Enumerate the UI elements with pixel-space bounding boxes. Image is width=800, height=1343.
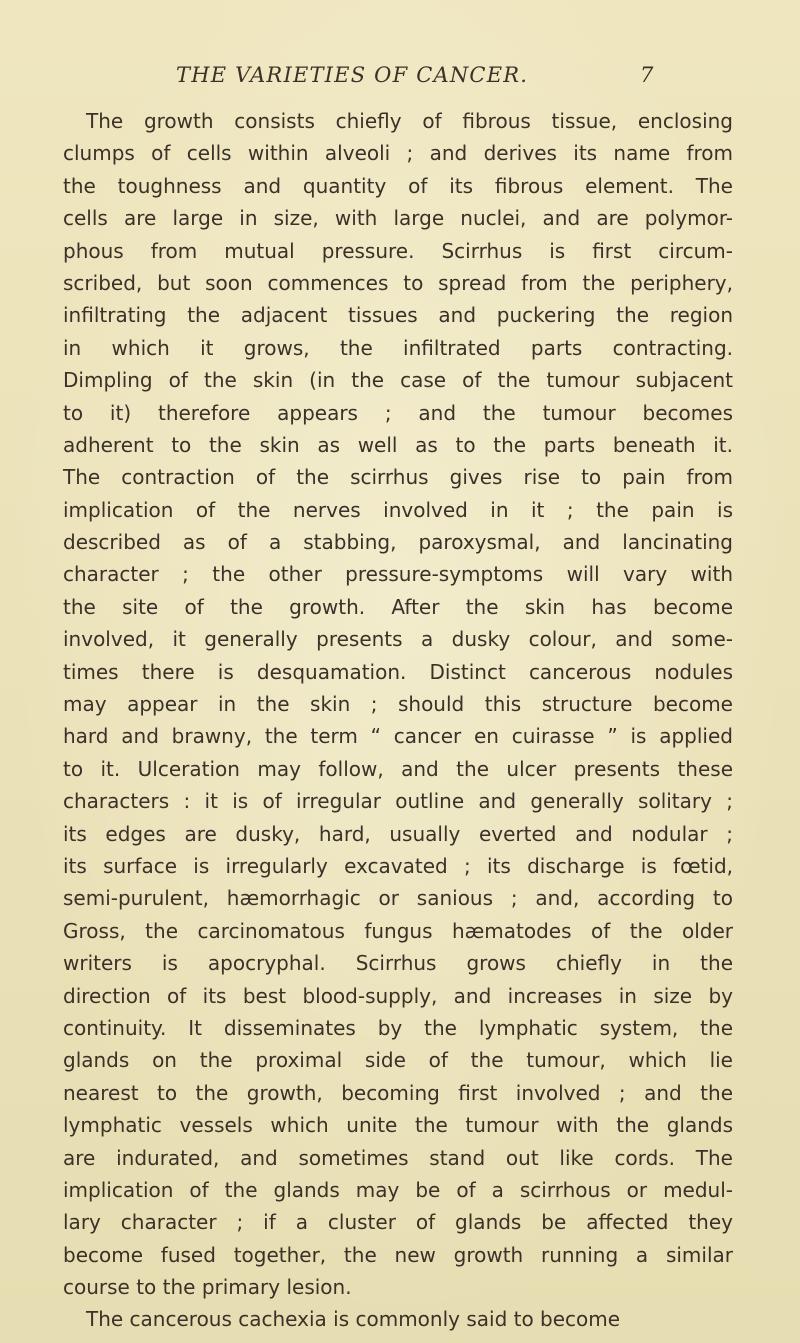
text-line: direction of its best blood-supply, and increases in size by	[63, 983, 733, 1008]
text-line: phous from mutual pressure. Scirrhus is first circum-	[63, 238, 733, 263]
text-line: implication of the glands may be of a scirrhous or medul-	[63, 1177, 733, 1202]
text-line: Gross, the carcinomatous fungus hæmatodes of the older	[63, 918, 733, 943]
text-line: hard and brawny, the term “ cancer en cuirasse ” is applied	[63, 724, 733, 749]
text-line: scribed, but soon commences to spread from the periphery,	[63, 270, 733, 295]
text-line: Dimpling of the skin (in the case of the tumour subjacent	[63, 368, 733, 393]
text-line: The contraction of the scirrhus gives rise to pain from	[63, 465, 733, 490]
text-line: course to the primary lesion.	[63, 1275, 352, 1300]
text-line: writers is apocryphal. Scirrhus grows chiefly in the	[63, 951, 733, 976]
text-line: become fused together, the new growth running a similar	[63, 1242, 733, 1267]
text-line: to it) therefore appears ; and the tumour becomes	[63, 400, 733, 425]
text-line: characters : it is of irregular outline and generally solitary ;	[63, 789, 733, 814]
text-line: are indurated, and sometimes stand out like cords. The	[63, 1145, 733, 1170]
text-line: The growth consists chiefly of fibrous tissue, enclosing	[86, 109, 733, 133]
text-line: continuity. It disseminates by the lymphatic system, the	[63, 1015, 733, 1040]
text-line: infiltrating the adjacent tissues and puckering the region	[63, 303, 733, 328]
text-line: adherent to the skin as well as to the parts beneath it.	[63, 432, 733, 457]
page-header	[0, 63, 800, 97]
text-line: lary character ; if a cluster of glands be affected they	[63, 1210, 733, 1235]
text-line: cells are large in size, with large nuclei, and are polymor-	[63, 206, 733, 231]
text-line: nearest to the growth, becoming first involved ; and the	[63, 1080, 733, 1105]
text-line: its edges are dusky, hard, usually everted and nodular ;	[63, 821, 733, 846]
text-line: involved, it generally presents a dusky colour, and some-	[63, 627, 733, 652]
text-line: times there is desquamation. Distinct cancerous nodules	[63, 659, 733, 684]
body-text	[63, 105, 733, 1336]
text-line: may appear in the skin ; should this structure become	[63, 692, 733, 717]
text-line: its surface is irregularly excavated ; its discharge is fœtid,	[63, 853, 733, 878]
text-line: lymphatic vessels which unite the tumour with the glands	[63, 1113, 733, 1138]
text-line: The cancerous cachexia is commonly said to become	[86, 1307, 621, 1332]
text-line: implication of the nerves involved in it ; the pain is	[63, 497, 733, 522]
running-head: THE VARIETIES OF CANCER.	[176, 63, 529, 87]
text-line: character ; the other pressure-symptoms will vary with	[63, 562, 733, 587]
text-line: the site of the growth. After the skin has become	[63, 594, 733, 619]
text-line: to it. Ulceration may follow, and the ulcer presents these	[63, 756, 733, 781]
text-line: in which it grows, the infiltrated parts contracting.	[63, 335, 733, 360]
text-line: described as of a stabbing, paroxysmal, and lancinating	[63, 530, 733, 555]
text-line: semi-purulent, hæmorrhagic or sanious ; and, according to	[63, 886, 733, 911]
page-number: 7	[640, 63, 655, 87]
text-line: glands on the proximal side of the tumour, which lie	[63, 1048, 733, 1073]
text-line: the toughness and quantity of its fibrous element. The	[63, 173, 733, 198]
text-line: clumps of cells within alveoli ; and derives its name from	[63, 141, 733, 166]
